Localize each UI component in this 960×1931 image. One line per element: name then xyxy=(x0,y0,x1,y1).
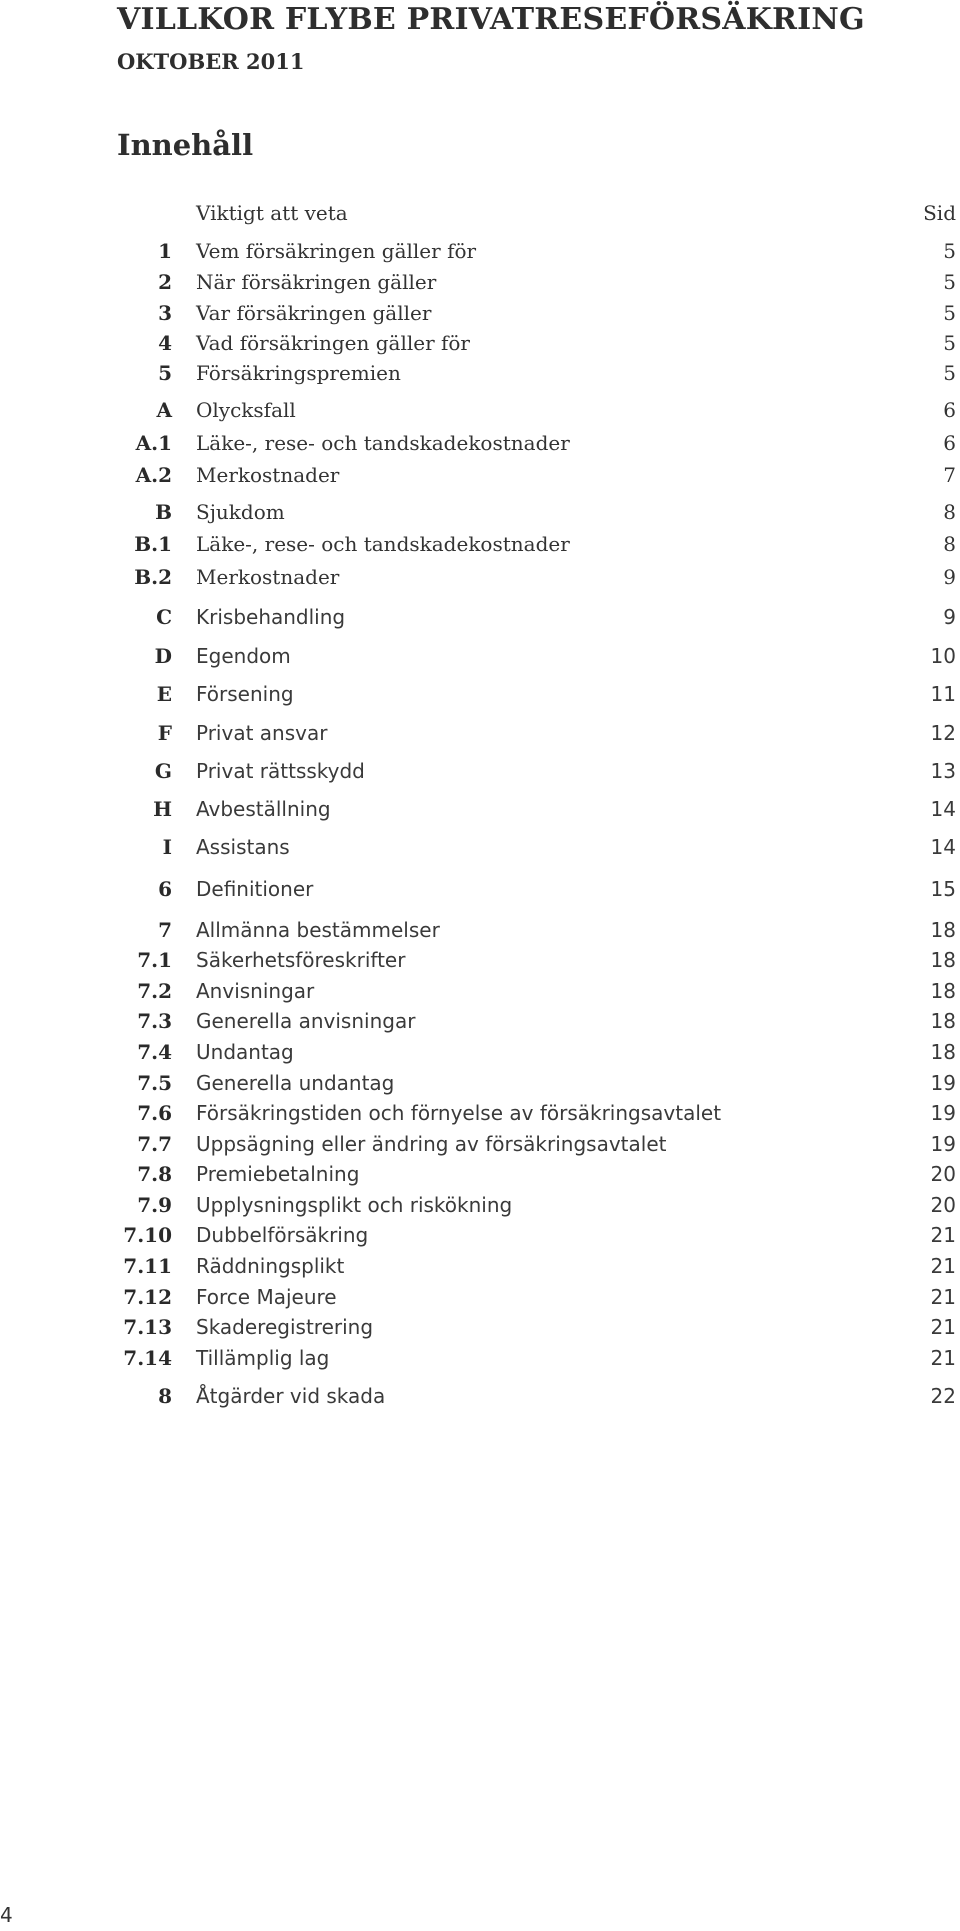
toc-entry-page: 9 xyxy=(943,605,956,629)
toc-entry-number: 7.7 xyxy=(137,1132,172,1156)
toc-entry-page: 18 xyxy=(930,979,956,1003)
toc-entry[interactable] xyxy=(80,1158,956,1190)
toc-entry-label: Merkostnader xyxy=(196,565,340,589)
toc-entry-page: 22 xyxy=(930,1384,956,1408)
toc-entry-label: Sjukdom xyxy=(196,500,285,524)
toc-entry-number: D xyxy=(154,644,172,668)
toc-entry[interactable] xyxy=(80,944,956,976)
toc-entry-label: Tillämplig lag xyxy=(196,1346,330,1370)
toc-entry[interactable] xyxy=(80,1097,956,1129)
toc-entry[interactable] xyxy=(80,678,956,710)
toc-entry-page: 8 xyxy=(943,532,956,556)
toc-entry-page: 21 xyxy=(930,1223,956,1247)
toc-entry-number: A xyxy=(156,398,172,422)
toc-entry[interactable] xyxy=(80,1067,956,1099)
toc-header-row xyxy=(196,196,956,230)
toc-entry-page: 5 xyxy=(943,331,956,355)
toc-entry-page: 18 xyxy=(930,918,956,942)
toc-entry-page: 19 xyxy=(930,1101,956,1125)
toc-entry-page: 18 xyxy=(930,948,956,972)
toc-entry-number: 7.5 xyxy=(137,1071,172,1095)
toc-entry[interactable] xyxy=(80,601,956,633)
toc-entry-page: 19 xyxy=(930,1071,956,1095)
toc-entry-label: Avbeställning xyxy=(196,797,331,821)
toc-entry-page: 8 xyxy=(943,500,956,524)
toc-entry-number: G xyxy=(154,759,172,783)
toc-entry-label: Force Majeure xyxy=(196,1285,337,1309)
toc-entry-page: 9 xyxy=(943,565,956,589)
toc-entry[interactable] xyxy=(80,496,956,528)
toc-entry-label: Krisbehandling xyxy=(196,605,346,629)
toc-entry-label: Försäkringstiden och förnyelse av försäkringsavtalet xyxy=(196,1101,722,1125)
toc-entry-label: Definitioner xyxy=(196,877,314,901)
toc-entry-label: Räddningsplikt xyxy=(196,1254,345,1278)
toc-entry-page: 18 xyxy=(930,1040,956,1064)
toc-entry[interactable] xyxy=(80,1036,956,1068)
toc-entry-label: Försening xyxy=(196,682,294,706)
toc-entry-number: 8 xyxy=(158,1384,172,1408)
toc-entry[interactable] xyxy=(80,975,956,1007)
toc-entry-label: Vem försäkringen gäller för xyxy=(196,239,477,263)
toc-entry-label: Generella undantag xyxy=(196,1071,395,1095)
toc-entry[interactable] xyxy=(80,1005,956,1037)
toc-header-label: Viktigt att veta xyxy=(196,201,348,225)
toc-entry[interactable] xyxy=(80,528,956,560)
toc-entry-label: Anvisningar xyxy=(196,979,315,1003)
toc-entry-label: Upplysningsplikt och riskökning xyxy=(196,1193,513,1217)
document-subtitle: OKTOBER 2011 xyxy=(117,49,305,74)
toc-entry-page: 21 xyxy=(930,1346,956,1370)
toc-entry-label: Egendom xyxy=(196,644,291,668)
toc-entry[interactable] xyxy=(80,1250,956,1282)
toc-entry-page: 12 xyxy=(930,721,956,745)
toc-entry-page: 18 xyxy=(930,1009,956,1033)
toc-entry-page: 20 xyxy=(930,1193,956,1217)
toc-entry-label: Allmänna bestämmelser xyxy=(196,918,440,942)
toc-entry-page: 5 xyxy=(943,270,956,294)
toc-entry-label: Uppsägning eller ändring av försäkringsavtalet xyxy=(196,1132,667,1156)
toc-entry-label: Privat rättsskydd xyxy=(196,759,365,783)
toc-entry-page: 15 xyxy=(930,877,956,901)
toc-entry-label: Undantag xyxy=(196,1040,294,1064)
toc-entry-label: Privat ansvar xyxy=(196,721,328,745)
toc-entry-number: 7.3 xyxy=(137,1009,172,1033)
toc-entry-label: Åtgärder vid skada xyxy=(196,1384,386,1408)
toc-entry-label: Vad försäkringen gäller för xyxy=(196,331,470,355)
toc-entry-page: 14 xyxy=(930,835,956,859)
toc-entry-page: 10 xyxy=(930,644,956,668)
toc-entry-page: 13 xyxy=(930,759,956,783)
toc-entry-number: 7.13 xyxy=(123,1315,172,1339)
toc-entry-page: 5 xyxy=(943,301,956,325)
toc-entry[interactable] xyxy=(80,793,956,825)
toc-entry-number: 7.14 xyxy=(123,1346,172,1370)
toc-entry[interactable] xyxy=(80,1189,956,1221)
toc-entry[interactable] xyxy=(80,1342,956,1374)
toc-entry[interactable] xyxy=(80,357,956,389)
toc-entry-number: 5 xyxy=(158,361,172,385)
toc-entry-number: 3 xyxy=(158,301,172,325)
toc-entry[interactable] xyxy=(80,327,956,359)
document-title: VILLKOR FLYBE PRIVATRESEFÖRSÄKRING xyxy=(117,2,865,37)
toc-entry-label: Försäkringspremien xyxy=(196,361,401,385)
toc-entry-label: När försäkringen gäller xyxy=(196,270,437,294)
page-number: 4 xyxy=(0,1903,13,1927)
toc-entry-number: 7.10 xyxy=(123,1223,172,1247)
toc-entry-page: 11 xyxy=(930,682,956,706)
toc-entry-number: 7 xyxy=(158,918,172,942)
toc-entry-number: F xyxy=(157,721,172,745)
toc-entry[interactable] xyxy=(80,717,956,749)
toc-entry-page: 14 xyxy=(930,797,956,821)
toc-entry-label: Läke-, rese- och tandskadekostnader xyxy=(196,532,570,556)
toc-entry[interactable] xyxy=(80,914,956,946)
toc-entry[interactable] xyxy=(80,266,956,298)
toc-entry-page: 6 xyxy=(943,398,956,422)
toc-entry-number: B.2 xyxy=(134,565,172,589)
toc-entry-number: C xyxy=(156,605,172,629)
toc-entry-number: 7.1 xyxy=(137,948,172,972)
toc-entry-number: 7.9 xyxy=(137,1193,172,1217)
toc-entry-label: Merkostnader xyxy=(196,463,340,487)
toc-entry[interactable] xyxy=(80,1380,956,1412)
toc-entry-label: Dubbelförsäkring xyxy=(196,1223,369,1247)
toc-entry[interactable] xyxy=(80,640,956,672)
toc-heading: Innehåll xyxy=(117,128,254,162)
toc-entry-label: Assistans xyxy=(196,835,290,859)
toc-entry-label: Premiebetalning xyxy=(196,1162,360,1186)
toc-entry-number: H xyxy=(153,797,172,821)
toc-entry-number: B.1 xyxy=(134,532,172,556)
toc-entry-number: E xyxy=(156,682,172,706)
toc-entry-number: I xyxy=(162,835,172,859)
toc-entry[interactable] xyxy=(80,235,956,267)
toc-entry-number: 4 xyxy=(158,331,172,355)
toc-entry[interactable] xyxy=(80,1281,956,1313)
toc-entry[interactable] xyxy=(80,1128,956,1160)
toc-entry-number: B xyxy=(155,500,172,524)
toc-entry-label: Var försäkringen gäller xyxy=(196,301,432,325)
toc-entry-number: 2 xyxy=(158,270,172,294)
toc-entry-number: 7.12 xyxy=(123,1285,172,1309)
toc-entry-label: Läke-, rese- och tandskadekostnader xyxy=(196,431,570,455)
toc-entry-label: Säkerhetsföreskrifter xyxy=(196,948,406,972)
toc-header-page-column: Sid xyxy=(923,201,956,225)
toc-entry-page: 19 xyxy=(930,1132,956,1156)
toc-entry-number: 6 xyxy=(158,877,172,901)
toc-entry-page: 5 xyxy=(943,361,956,385)
toc-entry-number: A.2 xyxy=(135,463,172,487)
toc-entry[interactable] xyxy=(80,394,956,426)
toc-entry-page: 6 xyxy=(943,431,956,455)
toc-entry-page: 7 xyxy=(943,463,956,487)
toc-entry[interactable] xyxy=(80,873,956,905)
toc-entry[interactable] xyxy=(80,297,956,329)
toc-entry-number: 7.2 xyxy=(137,979,172,1003)
toc-entry[interactable] xyxy=(80,561,956,593)
toc-entry[interactable] xyxy=(80,755,956,787)
toc-entry[interactable] xyxy=(80,1219,956,1251)
toc-entry-label: Skaderegistrering xyxy=(196,1315,374,1339)
toc-entry-number: 1 xyxy=(158,239,172,263)
toc-entry-label: Generella anvisningar xyxy=(196,1009,416,1033)
toc-entry-number: 7.8 xyxy=(137,1162,172,1186)
toc-entry-page: 5 xyxy=(943,239,956,263)
toc-entry[interactable] xyxy=(80,427,956,459)
toc-entry-number: 7.6 xyxy=(137,1101,172,1125)
toc-entry-number: A.1 xyxy=(135,431,172,455)
toc-entry-number: 7.11 xyxy=(123,1254,172,1278)
toc-entry[interactable] xyxy=(80,459,956,491)
toc-entry-number: 7.4 xyxy=(137,1040,172,1064)
toc-entry-page: 21 xyxy=(930,1285,956,1309)
toc-entry[interactable] xyxy=(80,1311,956,1343)
toc-entry[interactable] xyxy=(80,831,956,863)
toc-entry-page: 20 xyxy=(930,1162,956,1186)
toc-entry-page: 21 xyxy=(930,1254,956,1278)
toc-entry-page: 21 xyxy=(930,1315,956,1339)
toc-entry-label: Olycksfall xyxy=(196,398,296,422)
